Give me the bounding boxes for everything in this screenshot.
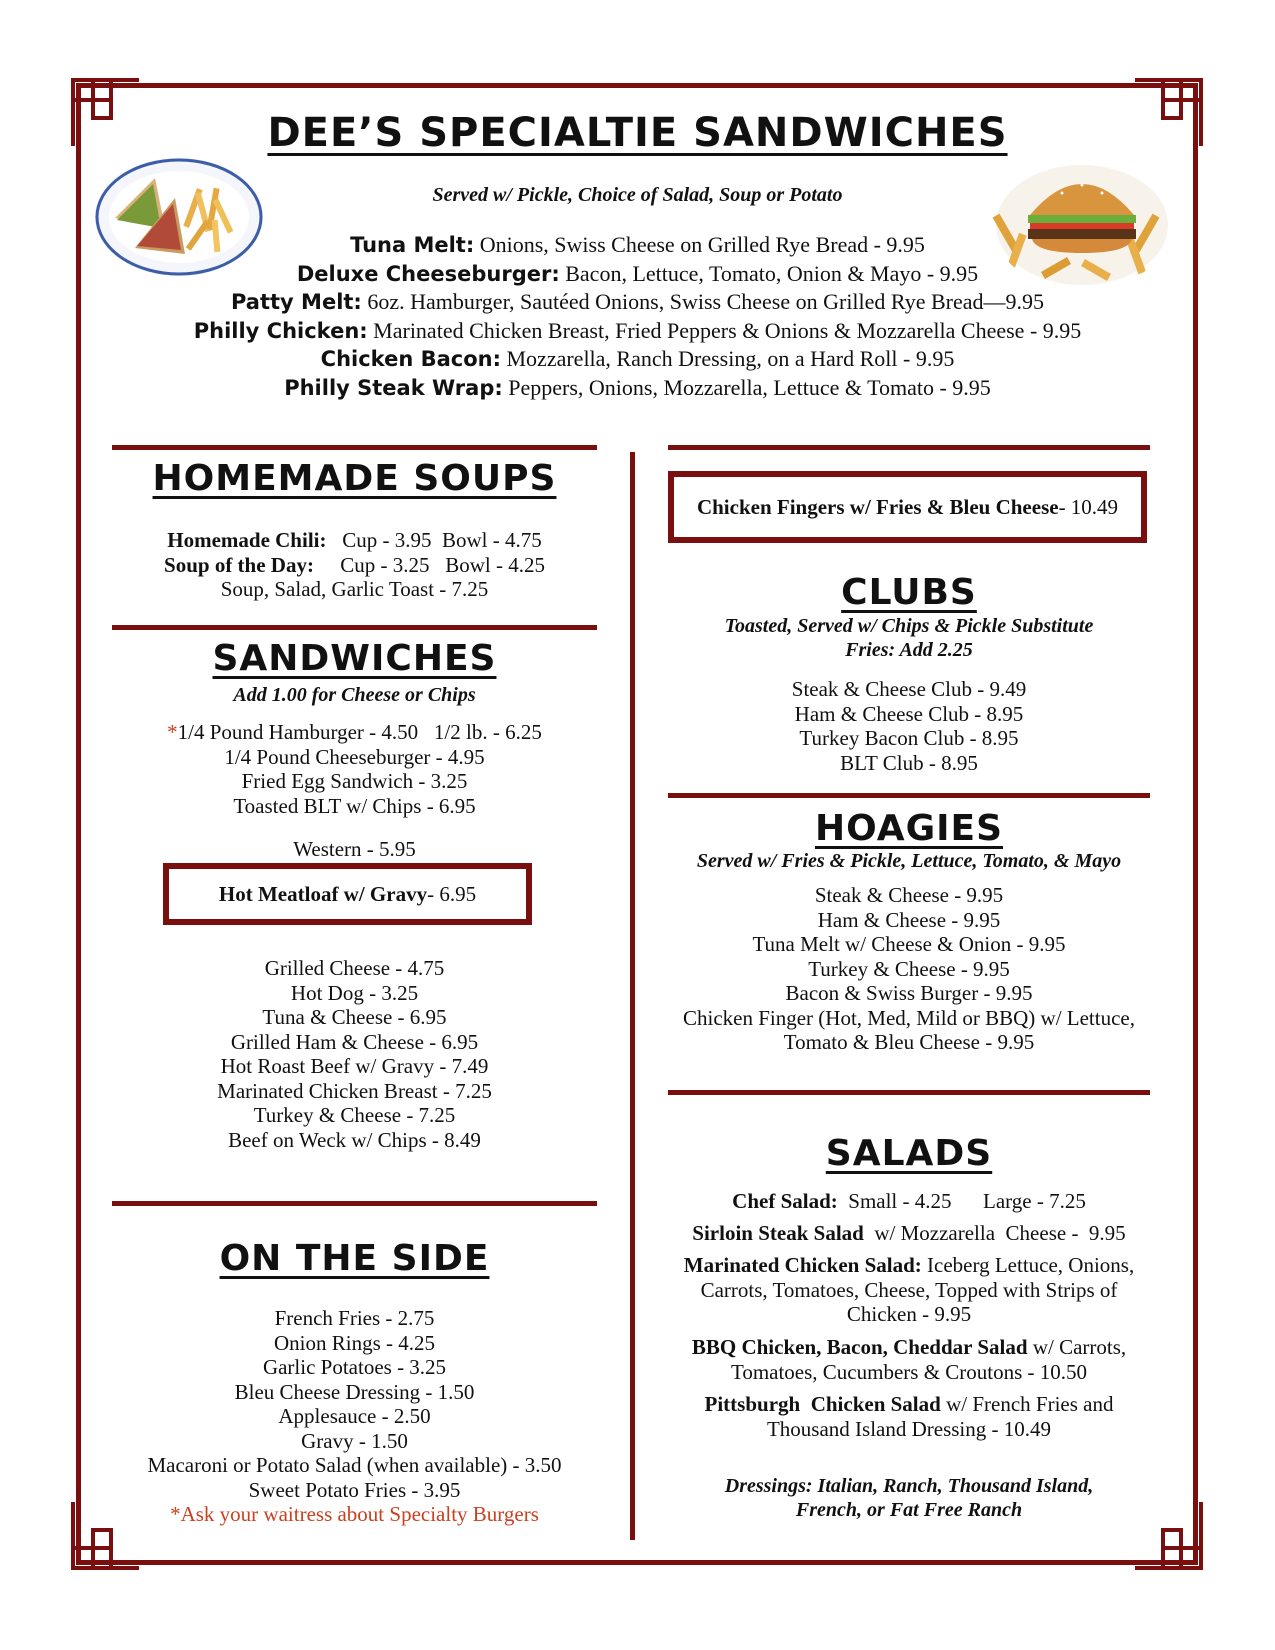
salad-name: Sirloin Steak Salad	[692, 1221, 864, 1245]
list-item: Steak & Cheese - 9.95	[814, 883, 1004, 907]
list-item: Beef on Weck w/ Chips - 8.49	[228, 1127, 481, 1152]
list-item: 1/4 Pound Cheeseburger - 4.95	[224, 744, 485, 769]
clubs-subtitle-line: Toasted, Served w/ Chips & Pickle Substitute	[724, 615, 1094, 637]
specialty-desc: 6oz. Hamburger, Sautéed Onions, Swiss Cheese on Grilled Rye Bread—9.95	[361, 289, 1045, 314]
dressings-line: French, or Fat Free Ranch	[795, 1499, 1023, 1521]
clubs-heading: CLUBS	[841, 572, 977, 613]
hoagies-list	[662, 883, 1156, 1055]
specialty-name: Tuna Melt:	[350, 233, 475, 257]
salad-desc: w/ Mozzarella Cheese - 9.95	[863, 1221, 1126, 1245]
featured-meatloaf-box	[163, 863, 532, 925]
specialty-name: Patty Melt:	[230, 290, 362, 314]
sides-heading: ON THE SIDE	[219, 1238, 490, 1279]
list-item: Turkey & Cheese - 7.25	[253, 1103, 456, 1127]
list-item: Toasted BLT w/ Chips - 6.95	[233, 793, 476, 818]
soup-prices: Cup - 3.25 Bowl - 4.25	[340, 552, 545, 577]
salad-desc: w/ Carrots,	[1027, 1335, 1127, 1359]
salad-desc: Tomatoes, Cucumbers & Croutons - 10.50	[730, 1359, 1088, 1384]
list-item	[112, 720, 597, 745]
sandwiches-list-a	[112, 720, 597, 818]
list-item: Hot Roast Beef w/ Gravy - 7.49	[220, 1054, 489, 1078]
list-item: Turkey Bacon Club - 8.95	[799, 726, 1019, 750]
list-item: Hot Dog - 3.25	[290, 980, 419, 1005]
salad-pittsburgh	[662, 1392, 1156, 1441]
specialty-name: Chicken Bacon:	[320, 347, 501, 371]
clubs-list	[668, 677, 1150, 775]
specialty-item	[0, 288, 1275, 317]
specialty-desc: Bacon, Lettuce, Tomato, Onion & Mayo - 9.95	[559, 260, 979, 286]
list-item: Applesauce - 2.50	[278, 1404, 431, 1428]
salad-desc: Small - 4.25 Large - 7.25	[837, 1189, 1086, 1213]
specialty-burger-note: *Ask your waitress about Specialty Burgers	[170, 1502, 539, 1526]
list-item: Grilled Ham & Cheese - 6.95	[230, 1029, 479, 1054]
list-item: French Fries - 2.75	[274, 1306, 435, 1330]
list-item: Chicken Finger (Hot, Med, Mild or BBQ) w/ Lettuce,	[682, 1005, 1135, 1030]
salad-desc: w/ French Fries and	[940, 1392, 1114, 1416]
list-item: Macaroni or Potato Salad (when available) - 3.50	[147, 1453, 562, 1477]
soup-prices: Cup - 3.95 Bowl - 4.75	[342, 528, 542, 552]
divider	[112, 1201, 597, 1206]
featured-name: Hot Meatloaf w/ Gravy	[218, 881, 428, 906]
salad-name: Marinated Chicken Salad:	[683, 1253, 922, 1277]
list-item: Tomato & Bleu Cheese - 9.95	[783, 1030, 1035, 1054]
salad-desc: Carrots, Tomatoes, Cheese, Topped with Strips of	[700, 1277, 1118, 1302]
specialty-item	[0, 231, 1275, 260]
soup-row-day	[112, 553, 597, 578]
salad-desc: Chicken - 9.95	[846, 1302, 972, 1326]
salad-sirloin	[662, 1221, 1156, 1246]
clubs-subtitle	[668, 614, 1150, 662]
list-item: Ham & Cheese - 9.95	[817, 907, 1001, 932]
soup-label: Homemade Chili:	[167, 528, 327, 552]
specialty-name: Deluxe Cheeseburger:	[296, 261, 560, 286]
soup-label: Soup of the Day:	[164, 552, 314, 577]
list-item: Fried Egg Sandwich - 3.25	[241, 769, 468, 793]
dressings-line: Dressings: Italian, Ranch, Thousand Island,	[724, 1475, 1094, 1497]
salad-desc: Iceberg Lettuce, Onions,	[921, 1253, 1135, 1277]
soups-list	[112, 528, 597, 602]
list-item: Marinated Chicken Breast - 7.25	[217, 1078, 492, 1103]
salad-name: Pittsburgh Chicken Salad	[704, 1392, 941, 1416]
salad-name: BBQ Chicken, Bacon, Cheddar Salad	[691, 1335, 1028, 1359]
list-item: Bacon & Swiss Burger - 9.95	[785, 981, 1033, 1005]
divider	[668, 1090, 1150, 1095]
divider	[668, 445, 1150, 450]
column-divider	[630, 452, 635, 1540]
sandwiches-list-b	[112, 956, 597, 1152]
list-item-text: 1/4 Pound Hamburger - 4.50 1/2 lb. - 6.25	[177, 720, 542, 744]
page-title: DEE’S SPECIALTIE SANDWICHES	[267, 110, 1008, 156]
soup-combo: Soup, Salad, Garlic Toast - 7.25	[220, 577, 489, 601]
featured-name: Chicken Fingers w/ Fries & Bleu Cheese	[696, 494, 1059, 519]
specialty-desc: Peppers, Onions, Mozzarella, Lettuce & Tomato - 9.95	[502, 374, 991, 400]
specialty-desc: Onions, Swiss Cheese on Grilled Rye Bread - 9.95	[474, 232, 925, 257]
salad-desc: Thousand Island Dressing - 10.49	[766, 1416, 1052, 1441]
specialty-item	[0, 345, 1275, 374]
featured-price: - 10.49	[1058, 494, 1119, 519]
sandwiches-heading: SANDWICHES	[212, 638, 497, 679]
specialty-name: Philly Chicken:	[193, 318, 368, 343]
list-item: Garlic Potatoes - 3.25	[262, 1355, 447, 1379]
list-item: Grilled Cheese - 4.75	[264, 956, 445, 980]
list-item: Bleu Cheese Dressing - 1.50	[234, 1379, 475, 1404]
divider	[112, 445, 597, 450]
specialties-list	[0, 231, 1275, 402]
featured-price: - 6.95	[427, 881, 477, 906]
clubs-subtitle-line: Fries: Add 2.25	[845, 639, 973, 661]
salad-name: Chef Salad:	[732, 1189, 838, 1213]
list-item: Steak & Cheese Club - 9.49	[791, 677, 1027, 701]
salad-marinated	[662, 1253, 1156, 1327]
dressings-note	[662, 1474, 1156, 1522]
divider	[112, 625, 597, 630]
specialty-item	[0, 374, 1275, 403]
divider	[668, 793, 1150, 798]
list-item: Gravy - 1.50	[301, 1428, 408, 1453]
list-item-western: Western - 5.95	[293, 837, 416, 861]
hoagies-subtitle: Served w/ Fries & Pickle, Lettuce, Tomato, & Mayo	[696, 850, 1122, 872]
list-item: Onion Rings - 4.25	[273, 1330, 435, 1355]
salad-bbq	[662, 1335, 1156, 1384]
salad-chef	[662, 1189, 1156, 1214]
list-item: Ham & Cheese Club - 8.95	[794, 701, 1024, 726]
salads-heading: SALADS	[825, 1133, 993, 1174]
specialty-desc: Marinated Chicken Breast, Fried Peppers & Onions & Mozzarella Cheese - 9.95	[367, 317, 1082, 343]
list-item: BLT Club - 8.95	[840, 750, 978, 775]
list-item: Tuna & Cheese - 6.95	[262, 1005, 447, 1029]
specialties-subtitle: Served w/ Pickle, Choice of Salad, Soup or Potato	[432, 184, 843, 206]
soups-heading: HOMEMADE SOUPS	[152, 458, 557, 499]
hoagies-heading: HOAGIES	[814, 808, 1004, 849]
specialty-item	[0, 260, 1275, 289]
specialty-item	[0, 317, 1275, 346]
sides-list	[112, 1306, 597, 1527]
specialty-name: Philly Steak Wrap:	[284, 375, 503, 400]
list-item: Sweet Potato Fries - 3.95	[248, 1477, 461, 1502]
list-item: Turkey & Cheese - 9.95	[808, 956, 1010, 981]
specialty-desc: Mozzarella, Ranch Dressing, on a Hard Roll - 9.95	[501, 346, 955, 371]
asterisk-note-marker: *	[167, 720, 178, 744]
sandwiches-subtitle: Add 1.00 for Cheese or Chips	[233, 684, 476, 706]
chicken-fingers-box	[668, 471, 1147, 543]
soup-row-chili	[112, 528, 597, 553]
list-item: Tuna Melt w/ Cheese & Onion - 9.95	[752, 932, 1066, 956]
